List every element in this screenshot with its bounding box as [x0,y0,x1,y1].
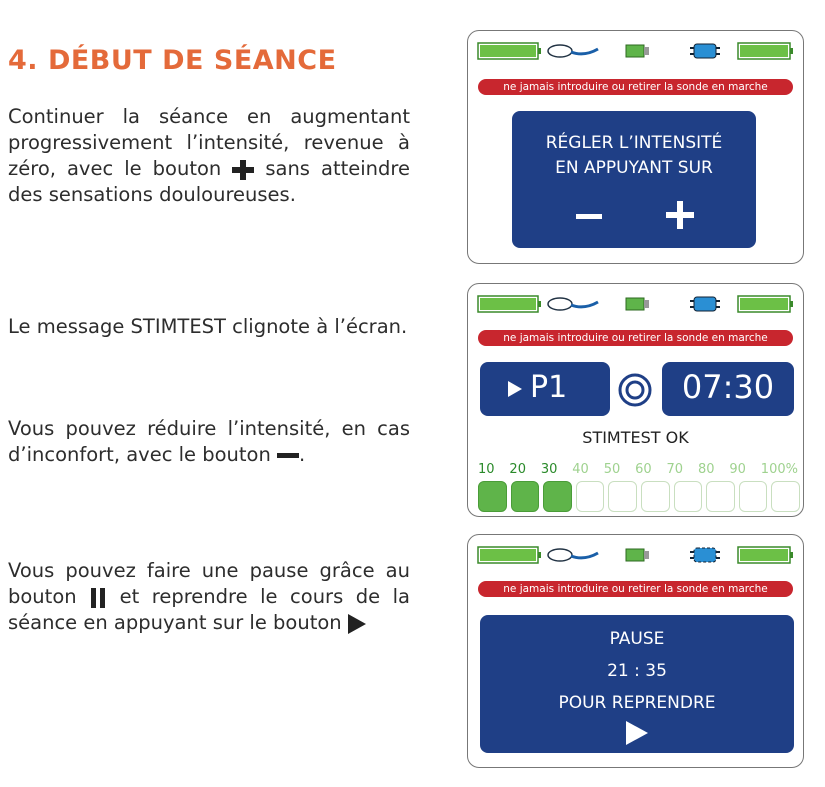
probe-icon [548,45,598,57]
status-bar [476,543,795,567]
warning-banner: ne jamais introduire ou retirer la sonde en marche [478,79,793,95]
resume-label: POUR REPRENDRE [558,693,716,713]
intensity-level-bar [478,481,800,512]
timer-value: 07:30 [681,368,775,406]
panel-line-2: EN APPUYANT SUR [555,158,713,178]
device-screen-intensity [467,30,804,264]
paragraph-text: sans atteindre des sensations douloureuses. [8,157,410,206]
pause-panel [480,615,794,753]
percent-label: 50 [603,462,621,477]
chip-icon [690,297,720,311]
percent-label: 30 [540,462,558,477]
paragraph-reduce-intensity [8,416,410,468]
intensity-level-cell [608,481,637,512]
timer-display [662,362,794,416]
percent-label: 70 [666,462,684,477]
probe-icon [548,549,598,561]
battery-full-icon [738,43,793,59]
intensity-level-cell [478,481,507,512]
pause-label: PAUSE [609,629,665,649]
percent-label: 40 [572,462,589,477]
play-icon [626,721,648,745]
paragraph-increase-intensity [8,104,410,208]
percent-label: 60 [635,462,652,477]
percent-label: 90 [729,462,746,477]
section-title: 4. DÉBUT DE SÉANCE [8,45,337,76]
plus-icon [232,160,254,180]
program-display [480,362,610,416]
intensity-level-cell [771,481,800,512]
paragraph-text: Continuer la séance en augmentant progressivement l’intensité, revenue à zéro, avec le bouton [8,105,410,180]
intensity-level-cell [543,481,572,512]
status-bar [476,39,795,63]
battery-full-icon [738,547,793,563]
battery-full-icon [478,547,541,563]
pause-icon [89,588,107,608]
percent-label: 10 [478,462,495,477]
plus-icon [664,199,696,231]
panel-line-1: RÉGLER L’INTENSITÉ [545,133,723,153]
paragraph-pause [8,558,410,636]
device-screen-stimtest [467,283,804,517]
intensity-level-cell [739,481,768,512]
minus-icon [277,451,299,461]
paragraph-text: Vous pouvez réduire l’intensité, en cas d’inconfort, avec le bouton [8,417,410,466]
intensity-level-cell [511,481,540,512]
pause-time: 21 : 35 [607,661,667,681]
minus-icon [574,201,604,231]
chip-icon [690,44,720,58]
play-icon [348,614,366,634]
intensity-level-cell [641,481,670,512]
intensity-level-cell [674,481,703,512]
warning-banner: ne jamais introduire ou retirer la sonde en marche [478,330,793,346]
intensity-panel [512,111,756,248]
battery-full-icon [478,296,541,312]
paragraph-text: Vous pouvez faire une pause grâce au bouton [8,559,410,608]
stimtest-status: STIMTEST OK [582,428,689,447]
paragraph-stimtest: Le message STIMTEST clignote à l’écran. [8,315,408,338]
paragraph-text: et reprendre le cours de la séance en appuyant sur le bouton [8,585,410,634]
chip-icon [690,548,720,562]
warning-banner: ne jamais introduire ou retirer la sonde en marche [478,581,793,597]
probe-icon [548,298,598,310]
intensity-scale-labels [478,462,798,477]
battery-full-icon [738,296,793,312]
play-icon [508,381,522,397]
intensity-level-cell [706,481,735,512]
percent-label: 80 [697,462,715,477]
program-label: P1 [530,370,568,405]
percent-label: 100% [760,462,798,477]
status-bar [476,292,795,316]
intensity-level-cell [576,481,605,512]
paragraph-text: . [299,443,306,466]
record-icon [618,373,652,407]
percent-label: 20 [509,462,526,477]
plug-icon [626,549,649,561]
battery-full-icon [478,43,541,59]
device-screen-pause [467,534,804,768]
plug-icon [626,45,649,57]
plug-icon [626,298,649,310]
